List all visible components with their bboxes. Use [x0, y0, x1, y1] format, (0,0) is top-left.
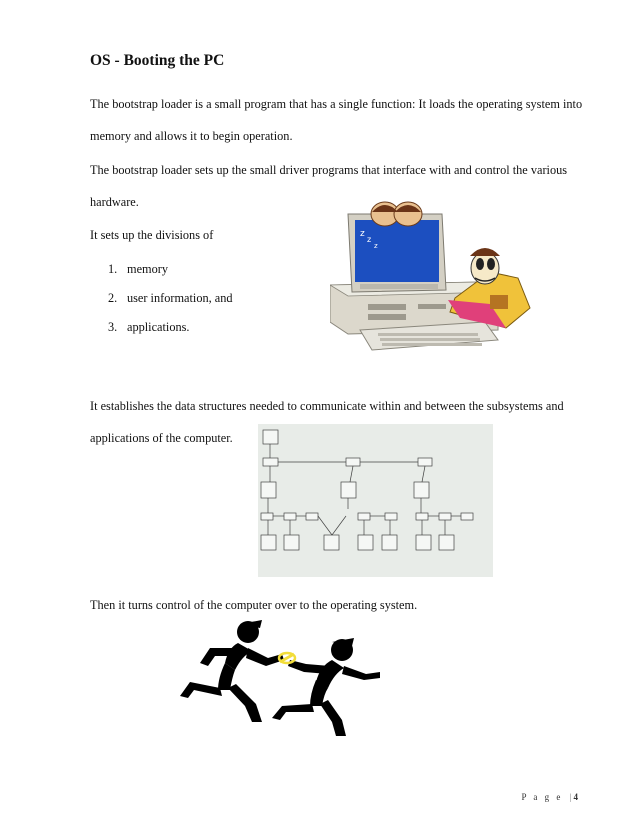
paragraph-bootstrap-loader: The bootstrap loader is a small program that has a single function: It loads the operating system into memory and allows it to begin operation. — [90, 97, 583, 143]
page-separator: | — [569, 792, 572, 802]
relay-runners-image — [170, 618, 385, 738]
data-structure-diagram-image — [258, 424, 493, 577]
sleeping-computer-image — [330, 200, 535, 355]
svg-text:z: z — [374, 242, 378, 250]
paragraph-turns-control: Then it turns control of the computer over to the operating system. — [90, 598, 418, 612]
page-footer — [522, 792, 578, 802]
svg-text:z: z — [367, 235, 372, 244]
list-item: 1. memory — [108, 262, 168, 276]
list-item: 2. user information, and — [108, 291, 233, 305]
divisions-list — [108, 255, 233, 342]
svg-text:z: z — [360, 229, 365, 239]
page-title: OS - Booting the PC — [90, 52, 225, 69]
list-item: 3. applications. — [108, 320, 190, 334]
paragraph-divisions: It sets up the divisions of — [90, 228, 214, 242]
page-label: P a g e — [521, 792, 563, 802]
paragraph-driver-programs: The bootstrap loader sets up the small driver programs that interface with and control the various hardware. — [90, 163, 568, 209]
page-number: 4 — [573, 792, 578, 802]
paragraph-data-structures: It establishes the data structures needed to communicate within and between the subsystems and applications of the computer. — [90, 399, 564, 445]
